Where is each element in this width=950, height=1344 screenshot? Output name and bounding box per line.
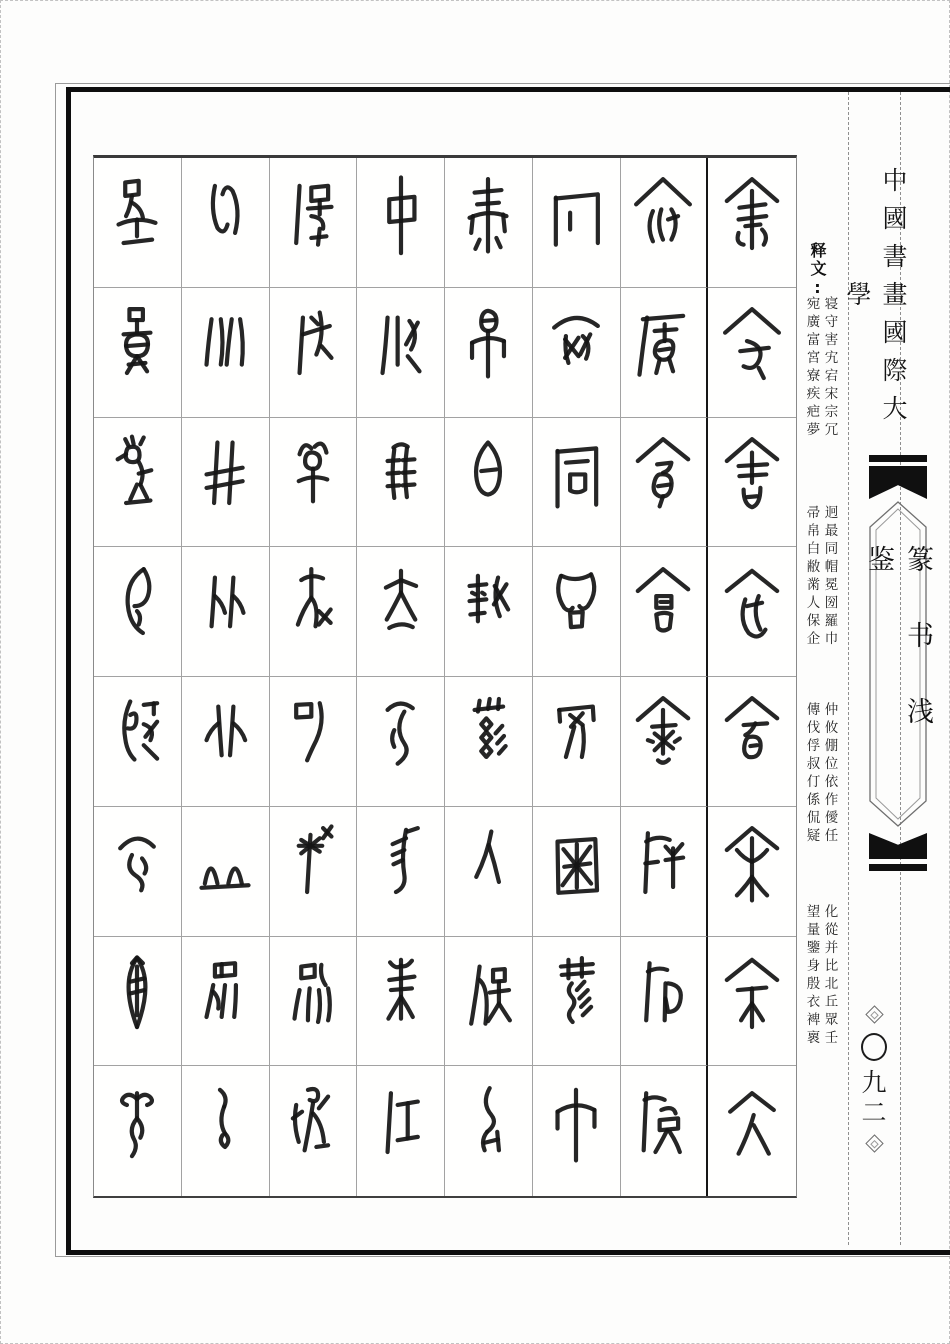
seal-glyph-最 xyxy=(534,292,618,412)
grid-cell xyxy=(357,677,445,807)
grid-cell xyxy=(357,418,445,548)
grid-cell xyxy=(533,158,621,288)
seal-glyph-宄 xyxy=(710,552,794,672)
seal-glyph-白 xyxy=(446,422,530,542)
banner-bottom-bar xyxy=(869,864,927,871)
banner-bottom-ribbon xyxy=(869,833,927,859)
interpretation-group-4 xyxy=(796,904,844,1048)
seal-glyph-圀 xyxy=(534,811,618,931)
seal-glyph-帽 xyxy=(534,552,618,672)
seal-glyph-望 xyxy=(95,162,179,282)
grid-cell xyxy=(94,288,182,418)
grid-cell xyxy=(708,937,796,1067)
interpretation-title: 释文: xyxy=(808,242,827,299)
seal-glyph-冕 xyxy=(534,681,618,801)
grid-cell xyxy=(708,418,796,548)
seal-glyph-冗 xyxy=(710,1071,794,1191)
seal-glyph-宕 xyxy=(710,681,794,801)
grid-cell xyxy=(445,288,533,418)
seal-glyph-殷 xyxy=(95,681,179,801)
grid-cell xyxy=(94,547,182,677)
grid-cell xyxy=(182,807,270,937)
interpretation-column: 傳伐俘叔仃係侃疑 xyxy=(803,702,820,846)
interpretation-column: 望量鑒身殷衣裨褱 xyxy=(803,904,820,1048)
grid-cell xyxy=(533,1066,621,1196)
interpretation-group-1 xyxy=(796,296,844,440)
seal-glyph-壬 xyxy=(183,1071,267,1191)
grid-cell xyxy=(445,807,533,937)
seal-glyph-富 xyxy=(621,422,705,542)
grid-cell xyxy=(708,547,796,677)
seal-glyph-衣 xyxy=(95,811,179,931)
banner-title: 篆书浅鉴 xyxy=(863,545,933,773)
banner-top-ribbon xyxy=(869,466,927,499)
grid-cell xyxy=(182,418,270,548)
seal-glyph-巾 xyxy=(534,1071,618,1191)
grid-cell xyxy=(270,547,358,677)
grid-cell xyxy=(708,677,796,807)
grid-cell xyxy=(182,677,270,807)
seal-glyph-鑒 xyxy=(95,422,179,542)
seal-glyph-疑 xyxy=(271,1071,355,1191)
grid-cell xyxy=(445,677,533,807)
seal-glyph-位 xyxy=(359,552,443,672)
grid-cell xyxy=(621,547,709,677)
interpretation-column: 化從并比北丘眾壬 xyxy=(821,904,838,1048)
grid-cell xyxy=(621,1066,709,1196)
grid-cell xyxy=(270,807,358,937)
seal-glyph-作 xyxy=(359,811,443,931)
seal-glyph-褱 xyxy=(95,1071,179,1191)
grid-cell xyxy=(270,288,358,418)
grid-cell xyxy=(182,547,270,677)
grid-cell xyxy=(533,418,621,548)
grid-cell xyxy=(94,807,182,937)
seal-glyph-敝 xyxy=(446,552,530,672)
grid-cell xyxy=(621,937,709,1067)
grid-cell xyxy=(270,1066,358,1196)
seal-glyph-化 xyxy=(183,162,267,282)
interpretation-column: 寝守害宄宕宋宗冗 xyxy=(821,296,838,440)
page-number-bottom-diamond-icon xyxy=(865,1134,883,1152)
interpretation-column: 迥最同帽冕圀羅巾 xyxy=(821,505,838,649)
banner-hexagon-box xyxy=(863,501,933,827)
seal-glyph-傳 xyxy=(271,162,355,282)
series-banner xyxy=(863,455,933,871)
grid-cell xyxy=(445,418,533,548)
seal-glyph-宮 xyxy=(621,552,705,672)
seal-glyph-保 xyxy=(446,941,530,1061)
seal-glyph-宗 xyxy=(710,941,794,1061)
grid-cell xyxy=(182,158,270,288)
seal-glyph-身 xyxy=(95,552,179,672)
grid-cell xyxy=(357,1066,445,1196)
seal-glyph-帛 xyxy=(446,292,530,412)
page-number xyxy=(849,1008,899,1150)
seal-glyph-北 xyxy=(183,681,267,801)
grid-cell xyxy=(445,547,533,677)
seal-glyph-叔 xyxy=(271,552,355,672)
seal-glyph-并 xyxy=(183,422,267,542)
grid-cell xyxy=(533,677,621,807)
seal-glyph-迥 xyxy=(534,162,618,282)
seal-glyph-倗 xyxy=(359,422,443,542)
page-number-digit-zero xyxy=(861,1033,887,1061)
grid-cell xyxy=(182,1066,270,1196)
seal-glyph-係 xyxy=(271,811,355,931)
grid-cell xyxy=(708,807,796,937)
seal-glyph-僾 xyxy=(359,941,443,1061)
seal-glyph-羅 xyxy=(534,941,618,1061)
interpretation-column: 帚帛白敝黹人保企 xyxy=(803,505,820,649)
grid-cell xyxy=(533,937,621,1067)
seal-glyph-丘 xyxy=(183,811,267,931)
seal-glyph-量 xyxy=(95,292,179,412)
grid-cell xyxy=(445,158,533,288)
grid-cell xyxy=(270,418,358,548)
banner-top-bar xyxy=(869,455,927,462)
page-number-digit: 九 xyxy=(861,1068,887,1097)
page-number-digit: 二 xyxy=(861,1098,887,1127)
seal-glyph-攸 xyxy=(359,292,443,412)
grid-cell xyxy=(357,937,445,1067)
grid-cell xyxy=(708,158,796,288)
seal-glyph-比 xyxy=(183,552,267,672)
seal-glyph-害 xyxy=(710,422,794,542)
seal-glyph-帚 xyxy=(446,162,530,282)
seal-glyph-伐 xyxy=(271,292,355,412)
seal-glyph-黹 xyxy=(446,681,530,801)
seal-glyph-任 xyxy=(359,1071,443,1191)
grid-cell xyxy=(621,677,709,807)
seal-glyph-俘 xyxy=(271,422,355,542)
seal-glyph-宋 xyxy=(710,811,794,931)
grid-cell xyxy=(708,1066,796,1196)
seal-glyph-寮 xyxy=(621,681,705,801)
grid-cell xyxy=(94,418,182,548)
grid-cell xyxy=(621,288,709,418)
interpretation-column: 宛廣富宮寮疾疤夢 xyxy=(803,296,820,440)
grid-cell xyxy=(94,677,182,807)
seal-glyph-同 xyxy=(534,422,618,542)
seal-glyph-裨 xyxy=(95,941,179,1061)
university-title: 中國書畫國際大學 xyxy=(843,167,908,433)
seal-glyph-仲 xyxy=(359,162,443,282)
grid-cell xyxy=(182,288,270,418)
grid-cell xyxy=(270,937,358,1067)
grid-cell xyxy=(182,937,270,1067)
seal-glyph-人 xyxy=(446,811,530,931)
seal-glyph-侃 xyxy=(271,941,355,1061)
grid-cell xyxy=(533,807,621,937)
grid-cell xyxy=(533,547,621,677)
grid-cell xyxy=(270,158,358,288)
grid-cell xyxy=(708,288,796,418)
grid-cell xyxy=(621,158,709,288)
interpretation-column: 仲攸倗位依作僾任 xyxy=(821,702,838,846)
page-number-top-diamond-icon xyxy=(865,1005,883,1023)
grid-cell xyxy=(357,807,445,937)
seal-glyph-廣 xyxy=(621,292,705,412)
seal-glyph-眾 xyxy=(183,941,267,1061)
seal-glyph-守 xyxy=(710,292,794,412)
grid-cell xyxy=(357,547,445,677)
interpretation-group-2 xyxy=(796,505,844,649)
grid-cell xyxy=(94,158,182,288)
grid-cell xyxy=(445,937,533,1067)
grid-cell xyxy=(270,677,358,807)
grid-cell xyxy=(621,807,709,937)
seal-glyph-從 xyxy=(183,292,267,412)
grid-cell xyxy=(357,288,445,418)
interpretation-group-3 xyxy=(796,702,844,846)
seal-glyph-宛 xyxy=(621,162,705,282)
seal-glyph-企 xyxy=(446,1071,530,1191)
seal-glyph-寝 xyxy=(710,162,794,282)
seal-grid xyxy=(93,155,797,1198)
seal-glyph-依 xyxy=(359,681,443,801)
seal-glyph-仃 xyxy=(271,681,355,801)
grid-cell xyxy=(621,418,709,548)
seal-glyph-疾 xyxy=(621,811,705,931)
seal-glyph-夢 xyxy=(621,1071,705,1191)
grid-cell xyxy=(533,288,621,418)
grid-cell xyxy=(94,937,182,1067)
grid-cell xyxy=(445,1066,533,1196)
grid-cell xyxy=(357,158,445,288)
grid-cell xyxy=(94,1066,182,1196)
seal-glyph-疤 xyxy=(621,941,705,1061)
